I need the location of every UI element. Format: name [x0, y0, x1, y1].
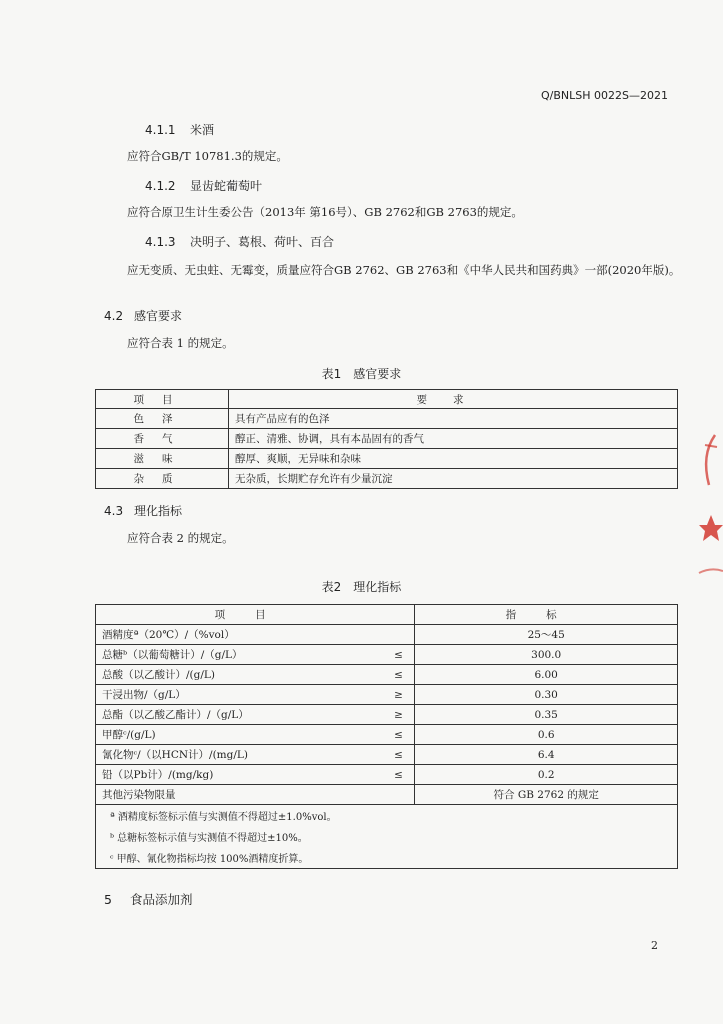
table-cell-item: 氰化物ᶜ/（以HCN计）/(mg/L): [96, 745, 383, 765]
table-cell-operator: [383, 785, 415, 805]
table-header-row: [96, 390, 678, 409]
table-cell-value: 0.35: [415, 705, 678, 725]
table-cell-value: 6.00: [415, 665, 678, 685]
table-row: [96, 745, 678, 765]
table-note-row: [96, 847, 678, 869]
table-row: [96, 665, 678, 685]
heading-4-3: 4.3 理化指标: [104, 504, 183, 518]
heading-4-2: 4.2 感官要求: [104, 309, 183, 323]
paragraph-physchem: 应符合表 2 的规定。: [127, 531, 234, 545]
table2-caption: 表2 理化指标: [321, 580, 402, 594]
table-cell-operator: ≤: [383, 725, 415, 745]
table-header-cell: 项目: [96, 605, 415, 625]
table-cell-value: 0.6: [415, 725, 678, 745]
table-cell-value: 6.4: [415, 745, 678, 765]
table1-caption: 表1 感官要求: [321, 367, 402, 381]
table-cell-value: 0.2: [415, 765, 678, 785]
table-row: [96, 705, 678, 725]
table-cell: 具有产品应有的色泽: [229, 409, 678, 429]
table-cell: 杂质: [96, 469, 229, 489]
table-row: [96, 645, 678, 665]
table-row: [96, 469, 678, 489]
table-cell: 色泽: [96, 409, 229, 429]
heading-5: 5 食品添加剂: [104, 892, 193, 907]
table-cell-operator: ≤: [383, 745, 415, 765]
table-cell: 香气: [96, 429, 229, 449]
physicochemical-table: [95, 604, 678, 869]
table-cell-operator: ≤: [383, 765, 415, 785]
table-cell-value: 300.0: [415, 645, 678, 665]
table-row: [96, 625, 678, 645]
table-row: [96, 785, 678, 805]
table-header-cell: 项目: [96, 390, 229, 409]
table-cell-operator: ≤: [383, 645, 415, 665]
seal-stamp-icon: [695, 425, 723, 585]
heading-4-1-1: 4.1.1 米酒: [145, 123, 215, 137]
table-cell-item: 铅（以Pb计）/(mg/kg): [96, 765, 383, 785]
paragraph-vine-tea: 应符合原卫生计生委公告（2013年 第16号）、GB 2762和GB 2763的规定。: [127, 205, 523, 219]
table-cell-operator: ≥: [383, 705, 415, 725]
table-row: [96, 685, 678, 705]
sensory-table: [95, 389, 678, 489]
table-cell-operator: ≥: [383, 685, 415, 705]
table-cell: 无杂质，长期贮存允许有少量沉淀: [229, 469, 678, 489]
table-note-row: [96, 826, 678, 847]
table-cell: 醇厚、爽顺，无异味和杂味: [229, 449, 678, 469]
table-footnote: ᶜ 甲醇、氰化物指标均按 100%酒精度折算。: [96, 847, 678, 869]
table-row: [96, 409, 678, 429]
table-cell-item: 酒精度ª（20℃）/（%vol）: [96, 625, 383, 645]
table-row: [96, 725, 678, 745]
paragraph-rice-wine: 应符合GB/T 10781.3的规定。: [127, 149, 288, 163]
table-cell-item: 总酸（以乙酸计）/(g/L): [96, 665, 383, 685]
table-cell: 醇正、清雅、协调，具有本品固有的香气: [229, 429, 678, 449]
table-cell-operator: ≤: [383, 665, 415, 685]
heading-4-1-3: 4.1.3 决明子、葛根、荷叶、百合: [145, 235, 335, 249]
table-header-cell: 要求: [229, 390, 678, 409]
table-cell-item: 总酯（以乙酸乙酯计）/（g/L）: [96, 705, 383, 725]
table-cell-item: 甲醇ᶜ/(g/L): [96, 725, 383, 745]
document-code: Q/BNLSH 0022S—2021: [541, 89, 668, 102]
table-header-row: [96, 605, 678, 625]
table-cell-item: 其他污染物限量: [96, 785, 383, 805]
table-cell-value: 符合 GB 2762 的规定: [415, 785, 678, 805]
table-row: [96, 429, 678, 449]
table-cell-value: 0.30: [415, 685, 678, 705]
table-header-cell: 指标: [415, 605, 678, 625]
table-note-row: [96, 805, 678, 827]
table-cell-value: 25～45: [415, 625, 678, 645]
table-cell-item: 干浸出物/（g/L）: [96, 685, 383, 705]
table-footnote: ª 酒精度标签标示值与实测值不得超过±1.0%vol。: [96, 805, 678, 827]
page-number: 2: [651, 939, 658, 952]
paragraph-sensory: 应符合表 1 的规定。: [127, 336, 234, 350]
table-row: [96, 449, 678, 469]
table-footnote: ᵇ 总糖标签标示值与实测值不得超过±10%。: [96, 826, 678, 847]
table-cell-item: 总糖ᵇ（以葡萄糖计）/（g/L）: [96, 645, 383, 665]
table-cell-operator: [383, 625, 415, 645]
heading-4-1-2: 4.1.2 显齿蛇葡萄叶: [145, 179, 263, 193]
table-row: [96, 765, 678, 785]
table-cell: 滋味: [96, 449, 229, 469]
paragraph-herbs: 应无变质、无虫蛀、无霉变，质量应符合GB 2762、GB 2763和《中华人民共和国药典》一部(2020年版)。: [127, 263, 681, 277]
